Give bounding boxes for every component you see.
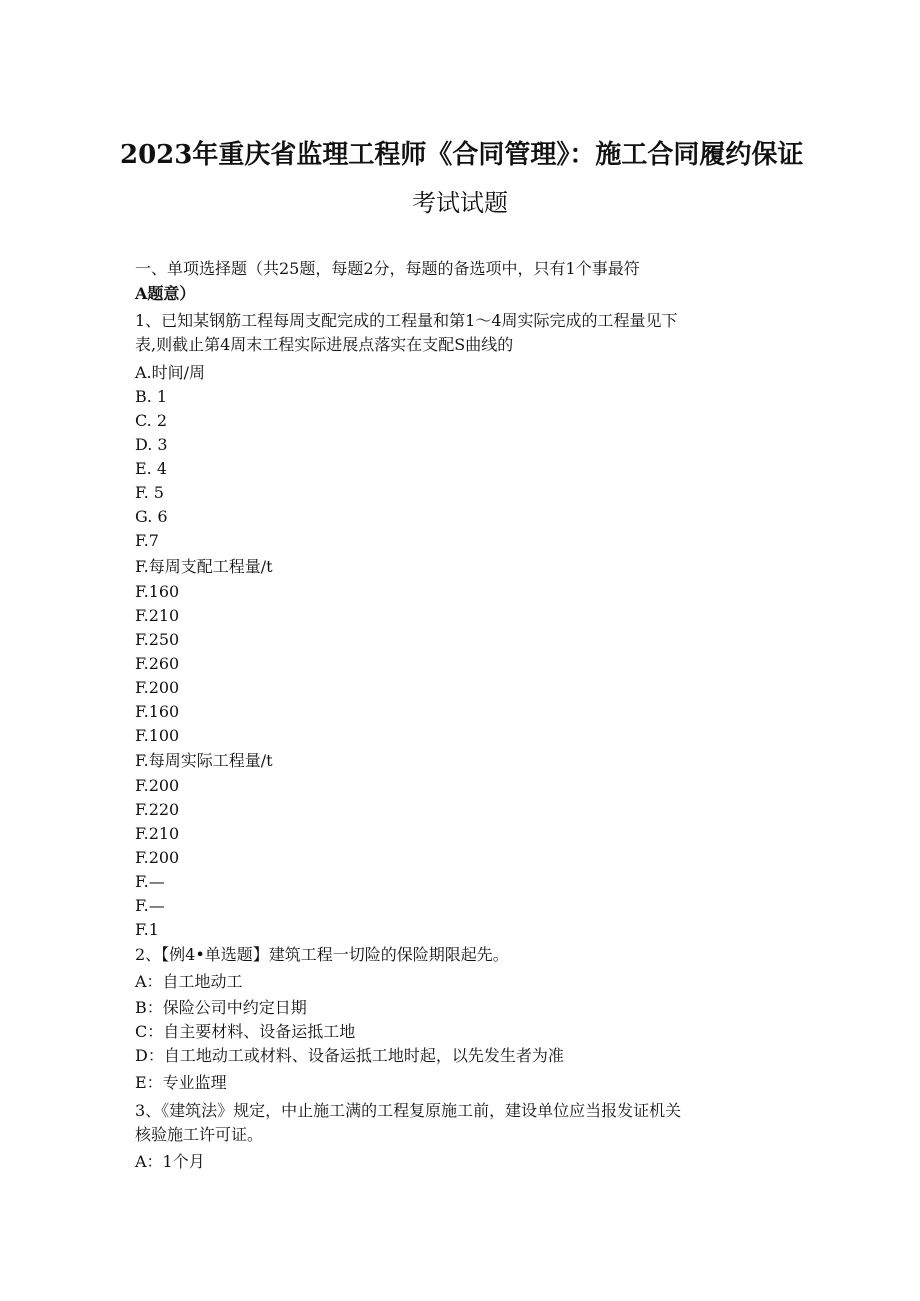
option-line: C：自主要材料、设备运抵工地	[135, 1022, 356, 1041]
option-line: F.—	[135, 896, 165, 915]
option-line: B. 1	[135, 387, 168, 406]
question-3-stem: 3、《建筑法》规定，中止施工满的工程复原施工前，建设单位应当报发证机关	[135, 1101, 682, 1120]
option-line: D. 3	[135, 435, 168, 454]
question-1-stem-continued: 表,则截止第4周末工程实际进展点落实在支配S曲线的	[135, 335, 514, 354]
option-line: F.160	[135, 582, 180, 601]
option-line: F.100	[135, 726, 180, 745]
option-line: F.260	[135, 654, 180, 673]
option-line: F. 5	[135, 483, 164, 502]
option-line: F.—	[135, 872, 165, 891]
option-line: A：1个月	[135, 1152, 205, 1171]
option-line: F.210	[135, 606, 180, 625]
option-line: E. 4	[135, 459, 168, 478]
option-line: A：自工地动工	[135, 972, 243, 991]
question-2-stem: 2、【例4•单选题】建筑工程一切险的保险期限起先。	[135, 945, 509, 964]
question-1-stem: 1、已知某钢筋工程每周支配完成的工程量和第1～4周实际完成的工程量见下	[135, 311, 678, 330]
option-line: F.每周实际工程量/t	[135, 751, 273, 770]
option-line: F.200	[135, 678, 180, 697]
option-line: E：专业监理	[135, 1073, 227, 1092]
option-line: F.220	[135, 800, 180, 819]
option-line: D：自工地动工或材料、设备运抵工地时起，以先发生者为准	[135, 1046, 564, 1065]
section-heading-continued: A题意）	[135, 284, 196, 303]
option-line: A.时间/周	[135, 363, 206, 382]
option-line: F.160	[135, 702, 180, 721]
option-line: G. 6	[135, 507, 168, 526]
option-line: F.7	[135, 531, 159, 550]
option-line: F.1	[135, 920, 159, 939]
option-line: F.210	[135, 824, 180, 843]
option-line: F.250	[135, 630, 180, 649]
option-line: B：保险公司中约定日期	[135, 998, 307, 1017]
option-line: F.200	[135, 848, 180, 867]
option-line: F.200	[135, 776, 180, 795]
document-title: 2023年重庆省监理工程师《合同管理》：施工合同履约保证	[120, 140, 804, 170]
section-heading: 一、单项选择题（共25题，每题2分，每题的备选项中，只有1个事最符	[135, 259, 640, 278]
question-3-stem-continued: 核验施工许可证。	[135, 1125, 264, 1144]
option-line: C. 2	[135, 411, 168, 430]
document-title-continued: 考试试题	[412, 189, 508, 217]
option-line: F.每周支配工程量/t	[135, 557, 273, 576]
